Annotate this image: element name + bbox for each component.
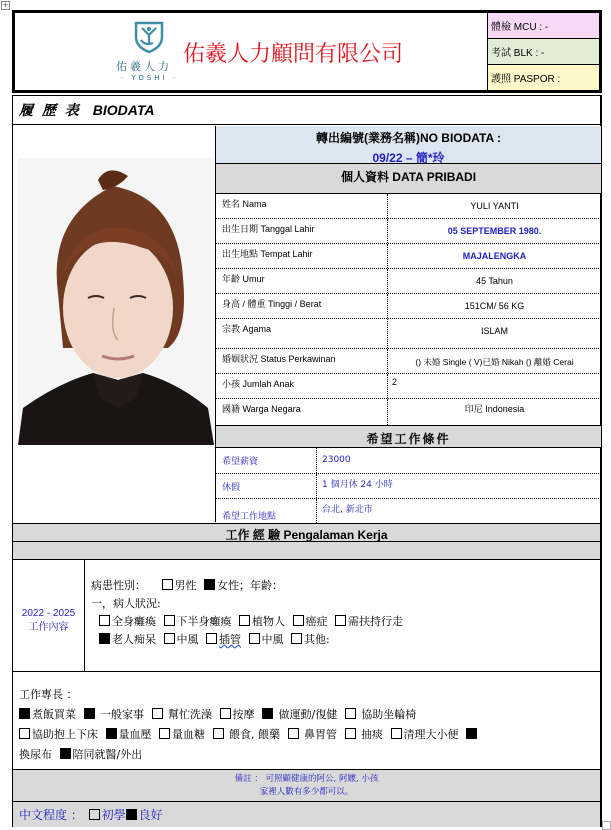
title-english: BIODATA [92, 102, 155, 118]
checkbox-skill[interactable] [345, 708, 356, 719]
birthplace-value: MAJALENGKA [462, 251, 527, 261]
birthdate-label: 出生日期 Tanggal Lahir [216, 219, 388, 243]
details-column [216, 126, 601, 529]
checkbox-label: 按摩 [232, 708, 255, 721]
checkbox-skill[interactable] [391, 728, 402, 739]
birthplace-label: 出生地點 Tempat Lahir [216, 244, 388, 268]
checkbox-condition[interactable] [293, 615, 304, 626]
religion-label: 宗教 Agama [216, 319, 388, 348]
checkbox-label: 鼻胃管 [304, 728, 337, 741]
checkbox-skill[interactable] [159, 728, 170, 739]
checkbox-skill[interactable] [466, 728, 477, 739]
table-row [216, 319, 601, 349]
biodata-number-label: 轉出編號(業務名稱)NO BIODATA : [315, 131, 502, 145]
checkbox-label: 換尿布 [19, 748, 52, 761]
checkbox-label: 插管 [219, 633, 241, 646]
checkbox-label: 餵食, 餵藥 [229, 728, 280, 741]
checkbox-label: 下半身癱瘓 [176, 615, 232, 628]
portrait-image [18, 158, 214, 445]
salary-value: 23000 [322, 455, 351, 465]
checkbox-condition[interactable] [239, 615, 250, 626]
photo-cell [13, 126, 216, 522]
status-panel [488, 13, 599, 90]
checkbox-label: 煮飯買菜 [32, 708, 76, 721]
personal-data-table [216, 194, 601, 425]
passport-status: 護照 PASPOR : [488, 65, 599, 90]
work-preferences-table [216, 448, 601, 529]
biodata-number-value: 09/22 – 簡*玲 [372, 151, 445, 165]
checkbox-skill[interactable] [152, 708, 163, 719]
experience-period-label: 工作內容 [28, 622, 69, 633]
checkbox-good[interactable] [126, 809, 137, 820]
table-row [216, 194, 601, 219]
checkbox-label: 幫忙洗澡 [168, 708, 212, 721]
checkbox-skill[interactable] [345, 728, 356, 739]
checkbox-label: 中風 [261, 633, 284, 646]
checkbox-skill[interactable] [19, 708, 30, 719]
patient-gender-label: 病患性別： [91, 579, 146, 592]
work-experience-spacer [13, 542, 600, 560]
personal-data-heading: 個人資料 DATA PRIBADI [216, 164, 601, 194]
condition-options-row-1 [91, 613, 600, 631]
skills-row-2 [19, 725, 600, 745]
checkbox-label: 協助坐輪椅 [361, 708, 417, 721]
children-label: 小孩 Jumlah Anak [216, 374, 388, 398]
religion-value: ISLAM [480, 326, 508, 336]
children-value: 2 [392, 377, 398, 387]
checkbox-label: 陪同就醫/外出 [72, 748, 143, 761]
checkbox-label: 全身癱瘓 [112, 615, 156, 628]
logo-chinese-text: 佑羲人力 [116, 60, 172, 73]
checkbox-skill[interactable] [262, 708, 273, 719]
title-chinese: 履 歷 表 [19, 103, 81, 119]
checkbox-label: 良好 [138, 808, 163, 822]
leave-label: 休假 [216, 474, 317, 498]
checkbox-label: 其他: [304, 633, 330, 646]
remarks-line-1: 備註 ： 可照顧健康的阿公, 阿嬤, 小孩 [234, 774, 379, 784]
mcu-status: 體檢 MCU : - [488, 13, 599, 39]
marital-status-label: 婚姻狀況 Status Perkawinan [216, 349, 388, 373]
form-title [13, 96, 600, 125]
biodata-number [216, 126, 601, 164]
table-row [216, 448, 601, 474]
nationality-value: 印尼 Indonesia [464, 404, 525, 414]
chinese-proficiency [13, 802, 600, 827]
nationality-label: 國籍 Warga Negara [216, 399, 388, 425]
checkbox-label: 癌症 [305, 615, 328, 628]
remarks-line-2: 家裡人數有多少都可以。 [259, 787, 354, 797]
checkbox-label: 植物人 [252, 615, 285, 628]
checkbox-skill[interactable] [84, 708, 95, 719]
patient-condition-label: 一，病人狀況: [91, 597, 161, 610]
experience-period-cell [13, 560, 85, 671]
checkbox-label: 量血糖 [172, 728, 205, 741]
skills-row-1 [19, 705, 600, 725]
checkbox-condition[interactable] [291, 633, 302, 644]
checkbox-label: 清理大小便 [403, 728, 459, 741]
remarks [13, 770, 600, 802]
table-row [216, 399, 601, 425]
checkbox-label: 老人痴呆 [112, 633, 156, 646]
chinese-proficiency-label: 中文程度 ： [19, 808, 83, 822]
skills-row-3 [19, 745, 600, 765]
candidate-photo [18, 158, 214, 445]
table-row [216, 269, 601, 294]
table-row [216, 244, 601, 269]
checkbox-skill[interactable] [288, 728, 299, 739]
company-name: 佑羲人力顧問有限公司 [183, 42, 404, 67]
work-preferences-heading: 希望工作條件 [216, 425, 601, 448]
table-resize-handle[interactable] [602, 821, 611, 830]
table-row [216, 374, 601, 399]
checkbox-condition[interactable] [206, 633, 217, 644]
skills-section [13, 673, 600, 770]
checkbox-skill[interactable] [106, 728, 117, 739]
name-label: 姓名 Nama [216, 194, 388, 218]
table-move-handle[interactable]: + [2, 1, 9, 9]
company-logo [111, 19, 189, 85]
checkbox-label: 量血壓 [118, 728, 152, 741]
checkbox-male[interactable] [162, 579, 173, 590]
checkbox-condition[interactable] [99, 633, 110, 644]
experience-details [85, 560, 600, 671]
marital-status-value: () 未婚 Single ( V)已婚 Nikah () 離婚 Cerai [415, 357, 574, 367]
checkbox-condition[interactable] [335, 615, 346, 626]
age-label: 年齡 Umur [216, 269, 388, 293]
condition-options-row-2 [91, 631, 600, 649]
experience-period: 2022 - 2025 [21, 608, 76, 619]
checkbox-beginner[interactable] [89, 809, 100, 820]
checkbox-label: 男性 [174, 579, 197, 592]
checkbox-label: 做運動/復健 [278, 708, 338, 721]
yoshi-shield-logo-icon [131, 19, 167, 55]
checkbox-label: 中風 [176, 633, 199, 646]
work-experience-heading: 工作 經 驗 Pengalaman Kerja [13, 523, 600, 542]
checkbox-condition[interactable] [164, 615, 175, 626]
checkbox-label: 抽痰 [361, 728, 383, 741]
checkbox-label: 需扶持行走 [348, 615, 403, 628]
checkbox-condition[interactable] [164, 633, 175, 644]
biodata-form [12, 95, 602, 827]
checkbox-label: 一般家事 [100, 708, 144, 721]
table-row [216, 349, 601, 374]
checkbox-label: 協助抱上下床 [32, 728, 98, 741]
letterhead [12, 10, 602, 93]
checkbox-skill[interactable] [220, 708, 231, 719]
logo-area [15, 13, 488, 90]
checkbox-skill[interactable] [19, 728, 30, 739]
logo-english-text: · YOSHI · [121, 74, 179, 82]
table-row [216, 474, 601, 499]
location-value: 台北, 新北市 [322, 505, 373, 515]
table-row [216, 219, 601, 244]
skills-label: 工作專長 ： [19, 688, 78, 701]
birthdate-value: 05 SEPTEMBER 1980. [447, 226, 542, 236]
salary-label: 希望薪資 [216, 448, 317, 473]
checkbox-skill[interactable] [60, 748, 71, 759]
checkbox-condition[interactable] [249, 633, 260, 644]
checkbox-condition[interactable] [99, 615, 110, 626]
checkbox-female[interactable] [204, 579, 215, 590]
blk-status: 考試 BLK : - [488, 39, 599, 65]
name-value: YULI YANTI [470, 201, 519, 211]
table-row [216, 294, 601, 319]
checkbox-skill[interactable] [213, 728, 224, 739]
patient-gender-line [91, 577, 600, 595]
checkbox-label: 初學 [101, 808, 126, 822]
checkbox-label: 女性；年齡： [217, 579, 283, 592]
work-experience-entry [13, 560, 600, 672]
leave-value: 1 個月休 24 小時 [322, 480, 393, 490]
height-weight-value: 151CM/ 56 KG [464, 301, 525, 311]
height-weight-label: 身高 / 體重 Tinggi / Berat [216, 294, 388, 318]
location-label: 希望工作地點 [216, 499, 317, 529]
age-value: 45 Tahun [476, 276, 513, 286]
